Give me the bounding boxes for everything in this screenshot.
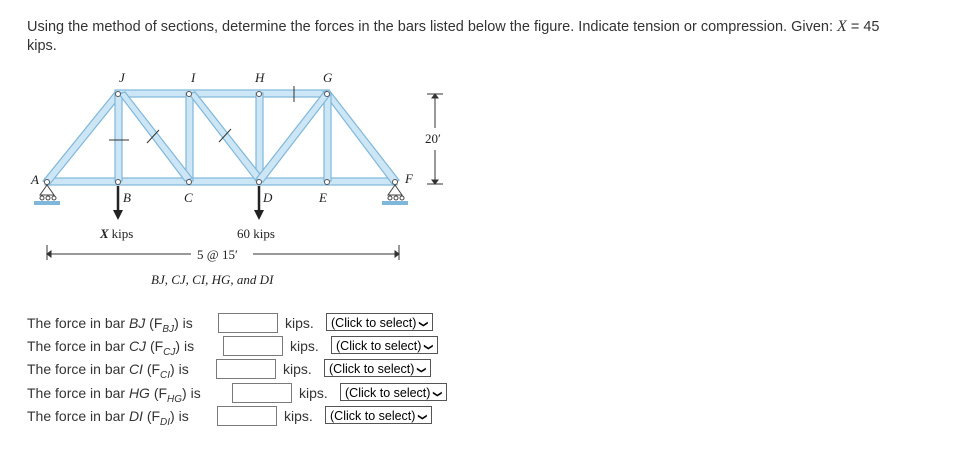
label-J: J [119,70,125,85]
chevron-down-icon: ❯ [419,320,430,328]
label-A: A [31,172,39,187]
truss-members [43,90,399,185]
load-x-label [99,226,133,241]
force-input-ci[interactable] [216,359,276,379]
load-60-label: 60 kips [237,226,275,241]
given-value: = 45 [850,19,880,35]
load-x-variable: X [100,226,109,241]
member-GF [323,90,399,185]
units-label: kips. [285,315,314,331]
row-label: The force in bar HG $(F_{HG})$ is [27,385,201,405]
truss-diagram [27,68,467,293]
label-C: C [184,190,193,205]
force-input-di[interactable] [217,406,277,426]
load-x-unit: kips [111,226,134,241]
top-chord [115,90,328,97]
chevron-down-icon: ❯ [433,390,444,398]
label-I: I [191,70,196,85]
member-DG [256,92,330,182]
label-H: H [255,70,265,85]
force-input-cj[interactable] [223,336,283,356]
truss-figure [27,68,467,293]
force-input-hg[interactable] [232,383,292,403]
tension-compression-select-bj[interactable]: (Click to select) ❯ [326,313,433,331]
tension-compression-select-ci[interactable]: (Click to select) ❯ [324,359,431,377]
chevron-down-icon: ❯ [418,413,429,421]
member-BJ [115,93,122,181]
row-label: The force in bar DI $(F_{DI})$ is [27,408,189,428]
tension-compression-select-cj[interactable]: (Click to select) ❯ [331,336,438,354]
pin-support-A [34,185,60,205]
units-label: kips. [299,385,328,401]
given-unit: kips. [27,38,57,54]
given-variable: X [837,18,847,35]
units-label: kips. [284,408,313,424]
bottom-chord [45,178,397,185]
height-label: 20′ [425,131,441,146]
joint-pins [45,92,398,185]
figure-caption: BJ, CJ, CI, HG, and DI [151,272,274,287]
label-D: D [263,190,273,205]
member-CJ [119,92,192,181]
member-AJ [43,92,120,185]
row-label: The force in bar BJ $(F_{BJ})$ is [27,315,193,335]
roller-support-F [382,185,408,205]
units-label: kips. [283,361,312,377]
tension-compression-select-di[interactable]: (Click to select) ❯ [325,406,432,424]
member-CI [186,93,193,181]
label-E: E [319,190,327,205]
tension-compression-select-hg[interactable]: (Click to select) ❯ [340,383,447,401]
chevron-down-icon: ❯ [424,343,435,351]
chevron-down-icon: ❯ [417,366,428,374]
label-G: G [323,70,333,85]
problem-statement [27,17,967,56]
member-EG [324,93,331,181]
units-label: kips. [290,338,319,354]
force-input-bj[interactable] [218,313,278,333]
row-label: The force in bar CJ $(F_{CJ})$ is [27,338,195,358]
problem-text: Using the method of sections, determine the forces in the bars listed below the figure. Indicate tension or compression. Given: [27,19,833,35]
label-B: B [123,190,131,205]
span-label: 5 @ 15′ [197,247,238,262]
member-DI [189,92,263,181]
row-label: The force in bar CI $(F_{CI})$ is [27,361,189,381]
label-F: F [405,171,413,186]
member-DH [256,93,263,181]
